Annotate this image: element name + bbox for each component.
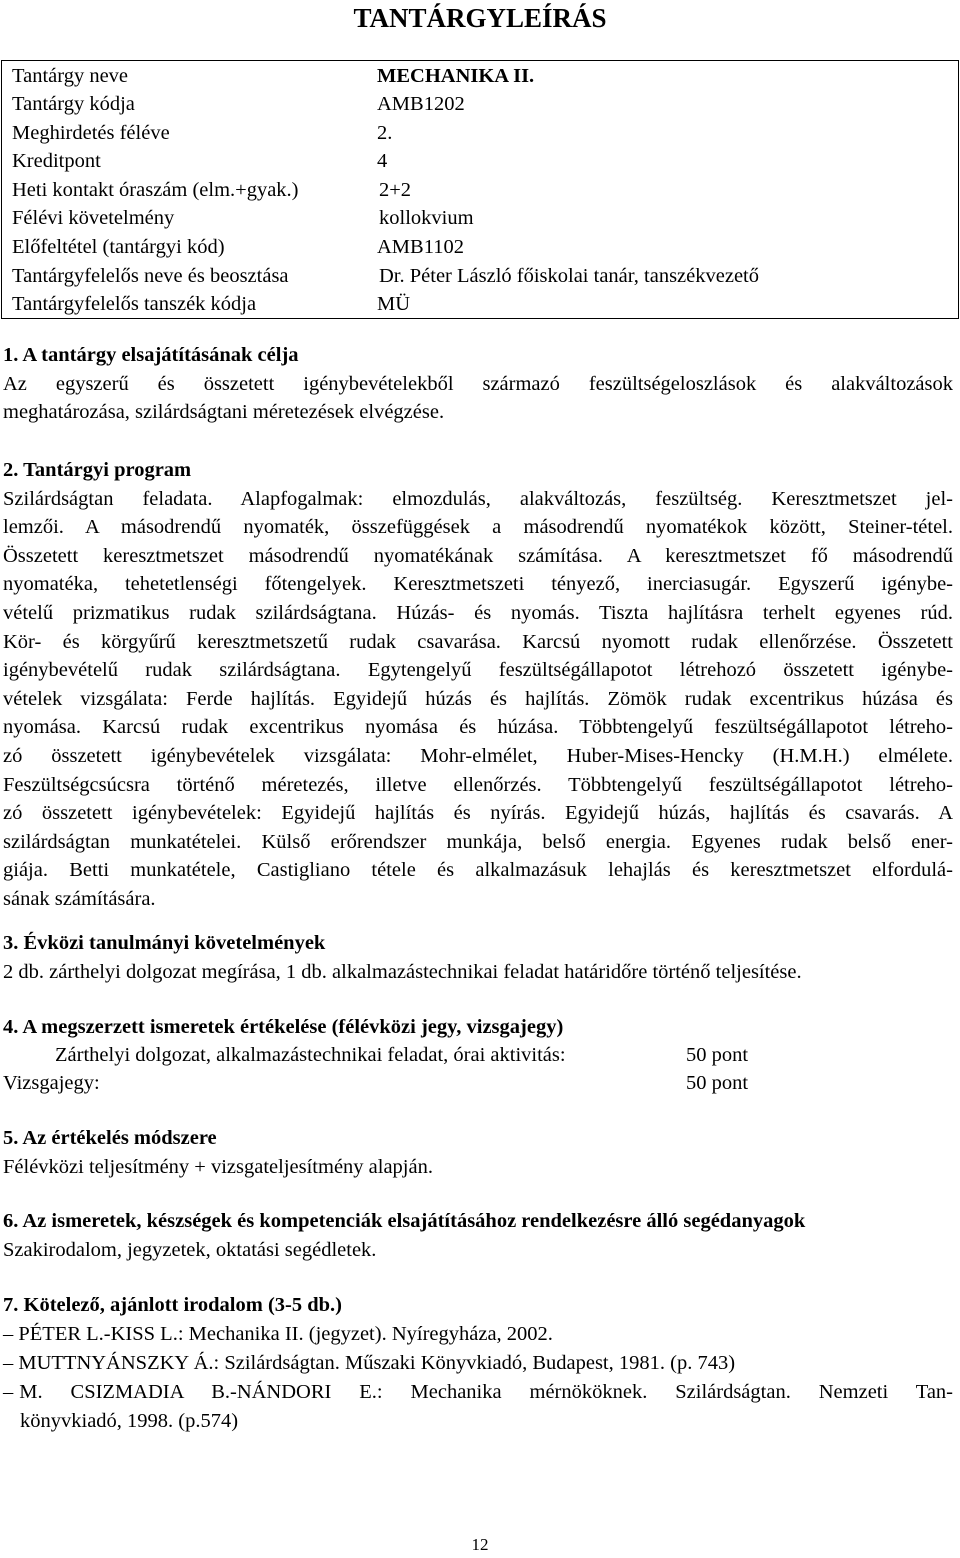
section-heading: 5. Az értékelés módszere <box>3 1127 217 1149</box>
paragraph-line: szilárdságtan munkatételei. Külső erőrendszer munkája, belső energia. Egyenes rudak belső ener- <box>3 830 953 853</box>
section-program <box>3 456 953 914</box>
grade-value: 50 pont <box>686 1072 749 1094</box>
literature-item <box>3 1349 953 1378</box>
dash-bullet: – <box>3 1352 14 1374</box>
paragraph-line: zó összetett igénybevételek vizsgálata: Mohr-elmélet, Huber-Mises-Hencky (H.M.H.) elmélete. <box>3 744 953 767</box>
literature-text: PÉTER L.-KISS L.: Mechanika II. (jegyzet). Nyíregyháza, 2002. <box>18 1323 553 1345</box>
page-title: TANTÁRGYLEÍRÁS <box>353 3 607 33</box>
page-number: 12 <box>471 1535 489 1554</box>
info-row <box>2 119 958 147</box>
info-value: 2. <box>377 122 393 144</box>
info-label: Heti kontakt óraszám (elm.+gyak.) <box>12 179 299 201</box>
paragraph-line: Az egyszerű és összetett igénybevételekből származó feszültségeloszlások és alakváltozások <box>3 372 953 395</box>
info-label: Kreditpont <box>12 150 101 172</box>
info-value: 2+2 <box>379 179 412 201</box>
info-label: Tantárgyfelelős neve és beosztása <box>12 265 289 287</box>
paragraph-line: Kör- és körgyűrű keresztmetszetű rudak csavarása. Karcsú nyomott rudak ellenőrzése. Összetett <box>3 630 953 653</box>
paragraph-line: Feszültségcsúcsra történő méretezés, illetve ellenőrzés. Többtengelyű feszültségállapotot létreho- <box>3 773 953 796</box>
section-heading: 6. Az ismeretek, készségek és kompetenciák elsajátításához rendelkezésre álló segédanyagok <box>3 1210 806 1232</box>
paragraph-line: nyomása. Karcsú rudak excentrikus nyomása és húzása. Többtengelyű feszültségállapotot létreho- <box>3 716 953 739</box>
section-literature <box>3 1291 953 1320</box>
paragraph-line: vételű prizmatikus rudak szilárdságtana. Húzás- és nyomás. Tiszta hajlításra terhelt egyenes rúd. <box>3 601 953 624</box>
info-value: 4 <box>377 150 388 172</box>
info-row <box>2 233 958 261</box>
info-value: kollokvium <box>379 207 474 229</box>
literature-text: MUTTNYÁNSZKY Á.: Szilárdságtan. Műszaki Könyvkiadó, Budapest, 1981. (p. 743) <box>18 1352 736 1374</box>
paragraph-line: nyomatéka, tehetetlenségi főtengelyek. Keresztmetszeti tényező, inerciasugár. Egyszerű igénybe- <box>3 573 953 596</box>
paragraph-line: zó összetett igénybevételek: Egyidejű hajlítás és nyírás. Egyidejű húzás, hajlítás és csavarás. A <box>3 802 953 825</box>
section-heading: 2. Tantárgyi program <box>3 459 192 481</box>
info-label: Tantárgy neve <box>12 65 129 87</box>
info-value: MECHANIKA II. <box>377 65 535 87</box>
info-label: Tantárgy kódja <box>12 93 135 115</box>
section-heading: 7. Kötelező, ajánlott irodalom (3-5 db.) <box>3 1294 342 1316</box>
info-label: Meghirdetés féléve <box>12 122 170 144</box>
section-requirements <box>3 929 953 986</box>
info-label: Tantárgyfelelős tanszék kódja <box>12 293 257 315</box>
grade-label: Zárthelyi dolgozat, alkalmazástechnikai feladat, órai aktivitás: <box>55 1044 566 1066</box>
paragraph-line: Szilárdságtan feladata. Alapfogalmak: elmozdulás, alakváltozás, feszültség. Keresztmetszet jel- <box>3 487 953 510</box>
literature-text: M. CSIZMADIA B.-NÁNDORI E.: Mechanika mérnököknek. Szilárdságtan. Nemzeti Tan- <box>19 1381 953 1403</box>
info-value: AMB1102 <box>377 236 464 258</box>
paragraph-text: Szakirodalom, jegyzetek, oktatási segédletek. <box>3 1238 377 1261</box>
info-value: AMB1202 <box>377 93 465 115</box>
paragraph-text: 2 db. zárthelyi dolgozat megírása, 1 db. alkalmazástechnikai feladat határidőre történő teljesítése. <box>3 960 802 983</box>
paragraph-line: lemzői. A másodrendű nyomaték, összefüggések a másodrendű nyomatékok között, Steiner-tétel. <box>3 516 953 539</box>
paragraph-line: vételek vizsgálata: Ferde hajlítás. Egyidejű húzás és hajlítás. Zömök rudak excentrikus húzása és <box>3 687 953 710</box>
course-info-table <box>1 60 959 319</box>
info-label: Félévi követelmény <box>12 207 175 229</box>
section-goal <box>3 341 953 427</box>
dash-bullet: – <box>3 1381 14 1403</box>
paragraph-text: Félévközi teljesítmény + vizsgateljesítmény alapján. <box>3 1155 433 1178</box>
info-row <box>2 90 958 118</box>
dash-bullet: – <box>3 1323 14 1345</box>
literature-item <box>3 1378 953 1435</box>
section-method <box>3 1124 953 1181</box>
info-row <box>2 290 958 318</box>
section-heading: 3. Évközi tanulmányi követelmények <box>3 932 326 954</box>
paragraph-line: meghatározása, szilárdságtani méretezések elvégzése. <box>3 401 445 424</box>
info-row <box>2 262 958 290</box>
info-row <box>2 176 958 204</box>
info-value: Dr. Péter László főiskolai tanár, tanszékvezető <box>379 265 759 287</box>
literature-text: könyvkiadó, 1998. (p.574) <box>20 1409 239 1432</box>
grade-value: 50 pont <box>686 1044 749 1066</box>
paragraph-line: igénybevételű rudak szilárdságtana. Egytengelyű feszültségállapotot létrehozó összetett igénybe- <box>3 659 953 682</box>
info-row <box>2 62 958 90</box>
paragraph-line: sának számítására. <box>3 887 156 910</box>
section-assessment <box>3 1013 953 1042</box>
section-heading: 1. A tantárgy elsajátításának célja <box>3 344 299 366</box>
info-value: MÜ <box>377 293 411 315</box>
info-row <box>2 147 958 175</box>
info-row <box>2 204 958 232</box>
info-label: Előfeltétel (tantárgyi kód) <box>12 236 225 258</box>
grade-label: Vizsgajegy: <box>3 1072 100 1094</box>
paragraph-line: Összetett keresztmetszet másodrendű nyomatékának számítása. A keresztmetszet fő másodrendű <box>3 544 953 567</box>
literature-item <box>3 1320 953 1349</box>
section-resources <box>3 1207 953 1264</box>
section-heading: 4. A megszerzett ismeretek értékelése (félévközi jegy, vizsgajegy) <box>3 1016 564 1038</box>
paragraph-line: giája. Betti munkatétele, Castigliano tétele és alkalmazásuk lehajlás és keresztmetszet elfordulá- <box>3 859 953 882</box>
